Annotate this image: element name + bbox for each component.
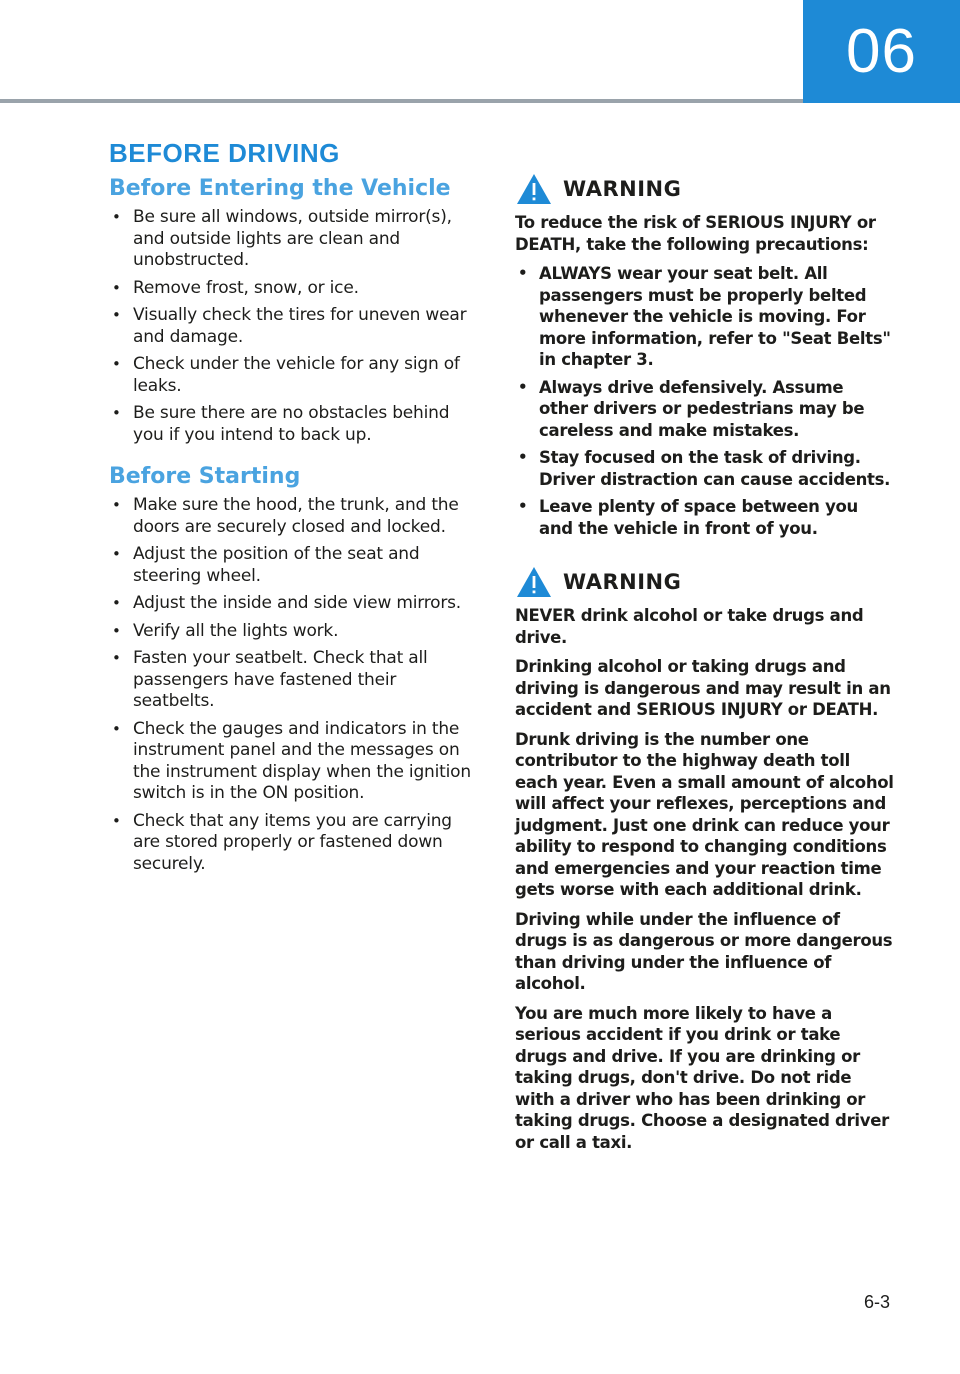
list-item: • Stay focused on the task of driving. Driver distraction can cause accidents. (515, 447, 895, 490)
header-rule (0, 99, 803, 103)
entering-title: Before Entering the Vehicle (109, 176, 451, 201)
warning-list (515, 263, 895, 539)
list-item: • Adjust the position of the seat and steering wheel. (109, 544, 481, 587)
list-item: • Check that any items you are carrying are stored properly or fastened down securely. (109, 811, 481, 876)
page-number: 6-3 (863, 1292, 890, 1312)
list-item: • Visually check the tires for uneven wear and damage. (109, 305, 481, 348)
chapter-tab (803, 0, 960, 103)
right-column (515, 172, 895, 1179)
left-column (109, 176, 481, 881)
warning-triangle-icon (515, 565, 553, 599)
list-item: • Verify all the lights work. (109, 621, 481, 643)
list-item: • Check the gauges and indicators in the instrument panel and the messages on the instrument display when the ignition switch is in the ON position. (109, 719, 481, 805)
warning-header (515, 565, 895, 599)
warning-paragraph: Drinking alcohol or taking drugs and driving is dangerous and may result in an accident and SERIOUS INJURY or DEATH. (515, 657, 891, 719)
list-item: • Leave plenty of space between you and the vehicle in front of you. (515, 496, 895, 539)
list-item: • Adjust the inside and side view mirrors. (109, 593, 481, 615)
list-item: • Be sure all windows, outside mirror(s), and outside lights are clean and unobstructed. (109, 207, 481, 272)
starting-title: Before Starting (109, 464, 301, 489)
list-item: • ALWAYS wear your seat belt. All passengers must be properly belted whenever the vehicle is moving. For more information, refer to "Seat Belts" in chapter 3. (515, 263, 895, 371)
list-item: • Make sure the hood, the trunk, and the doors are securely closed and locked. (109, 495, 481, 538)
chapter-number: 06 (846, 17, 917, 86)
warning-block-alcohol (515, 565, 895, 1153)
list-item: • Fasten your seatbelt. Check that all passengers have fastened their seatbelts. (109, 648, 481, 713)
warning-paragraph: Driving while under the influence of drugs is as dangerous or more dangerous than driving under the influence of alcohol. (515, 909, 893, 993)
warning-block-seatbelt (515, 172, 895, 539)
warning-intro: To reduce the risk of SERIOUS INJURY or DEATH, take the following precautions: (515, 213, 876, 254)
entering-list (109, 207, 481, 446)
warning-header (515, 172, 895, 206)
warning-paragraph: NEVER drink alcohol or take drugs and drive. (515, 606, 864, 647)
list-item: • Always drive defensively. Assume other drivers or pedestrians may be careless and make mistakes. (515, 377, 895, 442)
list-item: • Check under the vehicle for any sign of leaks. (109, 354, 481, 397)
warning-paragraph: Drunk driving is the number one contributor to the highway death toll each year. Even a small amount of alcohol will affect your reflexes, perceptions and judgment. Just one drink can reduce your ability to respond to changing conditions and emergencies and your reaction time gets worse with each additional drink. (515, 729, 894, 899)
section-title: BEFORE DRIVING (109, 138, 340, 168)
warning-title: WARNING (563, 570, 682, 594)
starting-list (109, 495, 481, 875)
list-item: • Be sure there are no obstacles behind you if you intend to back up. (109, 403, 481, 446)
warning-triangle-icon (515, 172, 553, 206)
list-item: • Remove frost, snow, or ice. (109, 278, 481, 300)
warning-paragraph: You are much more likely to have a serious accident if you drink or take drugs and drive. If you are drinking or taking drugs, don't drive. Do not ride with a driver who has been drinking or taking drugs. Choose a designated driver or call a taxi. (515, 1003, 889, 1152)
warning-title: WARNING (563, 177, 682, 201)
